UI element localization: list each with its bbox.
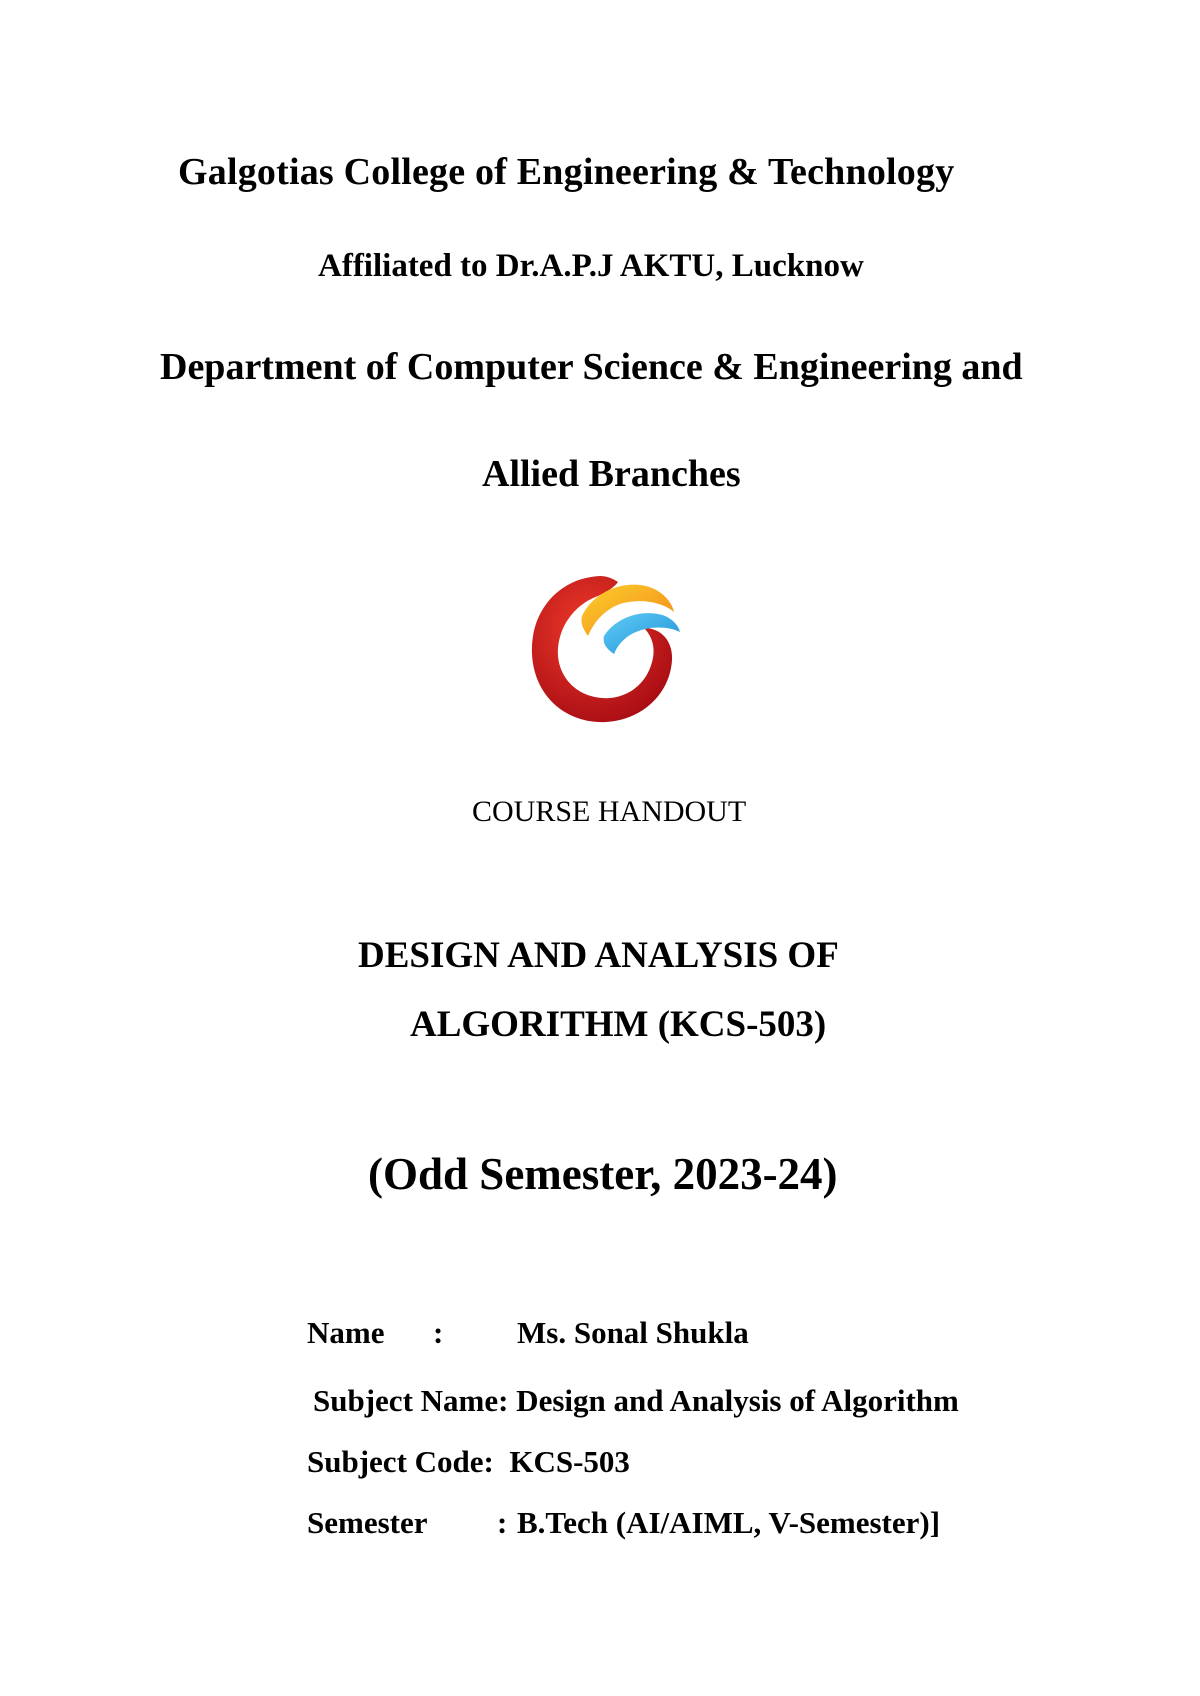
- faculty-name-row: [307, 1315, 1107, 1355]
- semester-title: (Odd Semester, 2023-24): [368, 1149, 838, 1199]
- subject-name-row: [313, 1383, 1113, 1423]
- affiliation-line: Affiliated to Dr.A.P.J AKTU, Lucknow: [318, 248, 864, 284]
- subject-title-line-2: ALGORITHM (KCS-503): [410, 1004, 827, 1045]
- department-line-1: Department of Computer Science & Engineering and: [160, 346, 1023, 388]
- name-colon: :: [433, 1315, 444, 1350]
- subject-name-text: Subject Name: Design and Analysis of Algorithm: [313, 1383, 959, 1418]
- name-label: Name: [307, 1315, 385, 1350]
- semester-value: B.Tech (AI/AIML, V-Semester)]: [517, 1505, 941, 1540]
- college-name: Galgotias College of Engineering & Technology: [178, 151, 955, 193]
- subject-title-line-1: DESIGN AND ANALYSIS OF: [358, 935, 839, 976]
- subject-code-row: [307, 1444, 1107, 1484]
- course-handout-label: COURSE HANDOUT: [472, 795, 747, 828]
- college-logo-icon: [522, 570, 682, 730]
- semester-colon: :: [497, 1505, 508, 1540]
- department-line-2: Allied Branches: [482, 453, 741, 495]
- name-value: Ms. Sonal Shukla: [517, 1315, 749, 1350]
- subject-code-text: Subject Code: KCS-503: [307, 1444, 630, 1479]
- semester-label: Semester: [307, 1505, 428, 1540]
- semester-row: [307, 1505, 1107, 1545]
